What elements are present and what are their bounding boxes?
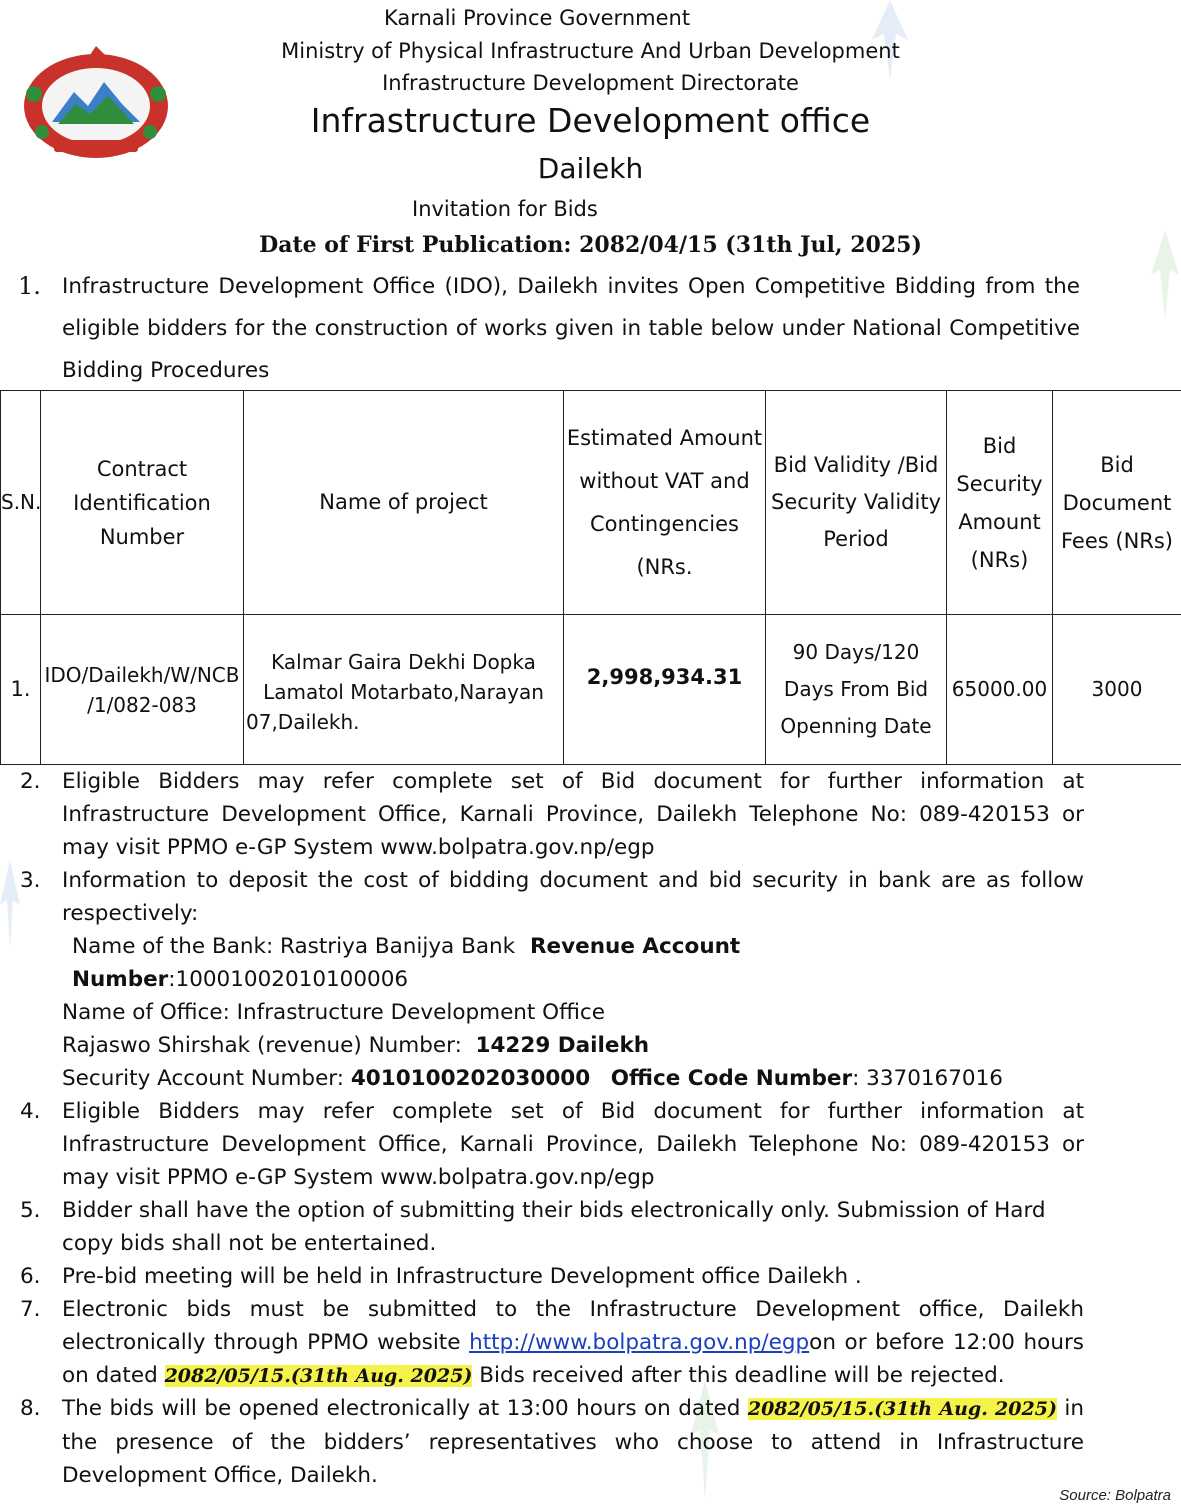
header-ministry: Ministry of Physical Infrastructure And Urban Development [281, 39, 900, 63]
item-7-text-a: Electronic bids must be submitted to the Infrastructure Development office, Dailekh electronically through PPMO website [62, 1297, 1084, 1355]
bank-name: Name of the Bank: Rastriya Banijya Bank [72, 934, 516, 959]
opening-date: 2082/05/15.(31th Aug. 2025) [747, 1398, 1057, 1420]
security-account-label: Security Account Number: [62, 1066, 344, 1091]
item-number: 1. [18, 272, 41, 300]
cell-sn: 1. [1, 615, 41, 765]
item-number: 8. [20, 1396, 41, 1421]
item-7-text-c: Bids received after this deadline will be rejected. [472, 1363, 1005, 1388]
item-number: 2. [20, 769, 41, 794]
office-title: Infrastructure Development office [310, 101, 871, 140]
header-contract-id: Contract Identification Number [41, 391, 244, 615]
cell-contract-id: IDO/Dailekh/W/NCB /1/082-083 [41, 615, 244, 765]
rajaswo-label: Rajaswo Shirshak (revenue) Number: [62, 1033, 462, 1058]
rajaswo-line [62, 1029, 649, 1062]
item-4-text: Eligible Bidders may refer complete set of Bid document for further information at Infrastructure Development Office, Karnali Province, Dailekh Telephone No: 089-420153 or may visit PPMO e-GP System www.bolpatra.gov.np/egp [62, 1099, 1084, 1190]
district-title: Dailekh [537, 152, 644, 185]
bid-table [0, 390, 1181, 765]
header-province: Karnali Province Government [384, 6, 691, 30]
rajaswo-number: 14229 Dailekh [475, 1033, 650, 1058]
item-5-text: Bidder shall have the option of submitting their bids electronically only. Submission of Hard copy bids shall not be entertained. [62, 1198, 1046, 1256]
cell-bid-security: 65000.00 [947, 615, 1053, 765]
revenue-account-label-b: Number [72, 967, 169, 992]
security-account-number: 4010100202030000 [350, 1066, 591, 1091]
item-8-text-b: in the presence of the bidders’ representatives who choose to attend in Infrastructure Development Office, Dailekh. [62, 1396, 1084, 1488]
item-number: 7. [20, 1297, 41, 1322]
item-7-text [62, 1293, 1084, 1393]
header-estimated-amount: Estimated Amount without VAT and Contingencies (NRs. [564, 391, 766, 615]
revenue-account-label: Revenue Account [530, 934, 741, 959]
header-project-name: Name of project [244, 391, 564, 615]
first-publication-date: Date of First Publication: 2082/04/15 (31th Jul, 2025) [259, 232, 922, 258]
cell-bid-validity: 90 Days/120 Days From Bid Openning Date [766, 615, 947, 765]
item-number: 6. [20, 1264, 41, 1289]
source-caption: Source: Bolpatra [1059, 1487, 1171, 1504]
item-number: 3. [20, 868, 41, 893]
office-name: Name of Office: Infrastructure Development Office [62, 1000, 605, 1025]
watermark-arrow-icon [0, 860, 20, 950]
notice-title: Invitation for Bids [412, 197, 598, 221]
header-sn: S.N. [1, 391, 41, 615]
cell-estimated-amount: 2,998,934.31 [564, 615, 766, 765]
watermark-text: ​ [330, 560, 391, 654]
item-7-text-b: on or before 12:00 hours on dated [62, 1330, 1084, 1388]
cell-document-fees: 3000 [1053, 615, 1181, 765]
security-account-line [62, 1062, 1003, 1095]
item-8-text [62, 1392, 1084, 1492]
header-directorate: Infrastructure Development Directorate [382, 71, 799, 95]
item-8-text-a: The bids will be opened electronically at 13:00 hours on dated [62, 1396, 748, 1421]
item-6-text: Pre-bid meeting will be held in Infrastructure Development office Dailekh . [62, 1264, 862, 1289]
header-bid-validity: Bid Validity /Bid Security Validity Period [766, 391, 947, 615]
office-code-label: Office Code Number [610, 1066, 853, 1091]
item-number: 5. [20, 1198, 41, 1223]
item-number: 4. [20, 1099, 41, 1124]
cell-project-name: Kalmar Gaira Dekhi Dopka Lamatol Motarbato,Narayan 07,Dailekh. [244, 615, 564, 765]
revenue-account-number: :10001002010100006 [168, 967, 409, 992]
table-header-row [1, 391, 1181, 615]
item-3-text: Information to deposit the cost of bidding document and bid security in bank are as follow respectively: [62, 868, 1084, 926]
table-row [1, 615, 1181, 765]
header-bid-security: Bid Security Amount (NRs) [947, 391, 1053, 615]
office-code-number: : 3370167016 [852, 1066, 1003, 1091]
bolpatra-link[interactable]: http://www.bolpatra.gov.np/egp [469, 1330, 810, 1355]
submission-deadline: 2082/05/15.(31th Aug. 2025) [164, 1365, 473, 1387]
intro-paragraph: Infrastructure Development Office (IDO), Dailekh invites Open Competitive Bidding from the eligible bidders for the construction of works given in table below under National Competitive Bidding Procedures [62, 274, 1080, 383]
header-document-fees: Bid Document Fees (NRs) [1053, 391, 1181, 615]
item-2-text: Eligible Bidders may refer complete set of Bid document for further information at Infrastructure Development Office, Karnali Province, Dailekh Telephone No: 089-420153 or may visit PPMO e-GP System www.bolpatra.gov.np/egp [62, 769, 1084, 860]
revenue-account-line [72, 963, 408, 996]
